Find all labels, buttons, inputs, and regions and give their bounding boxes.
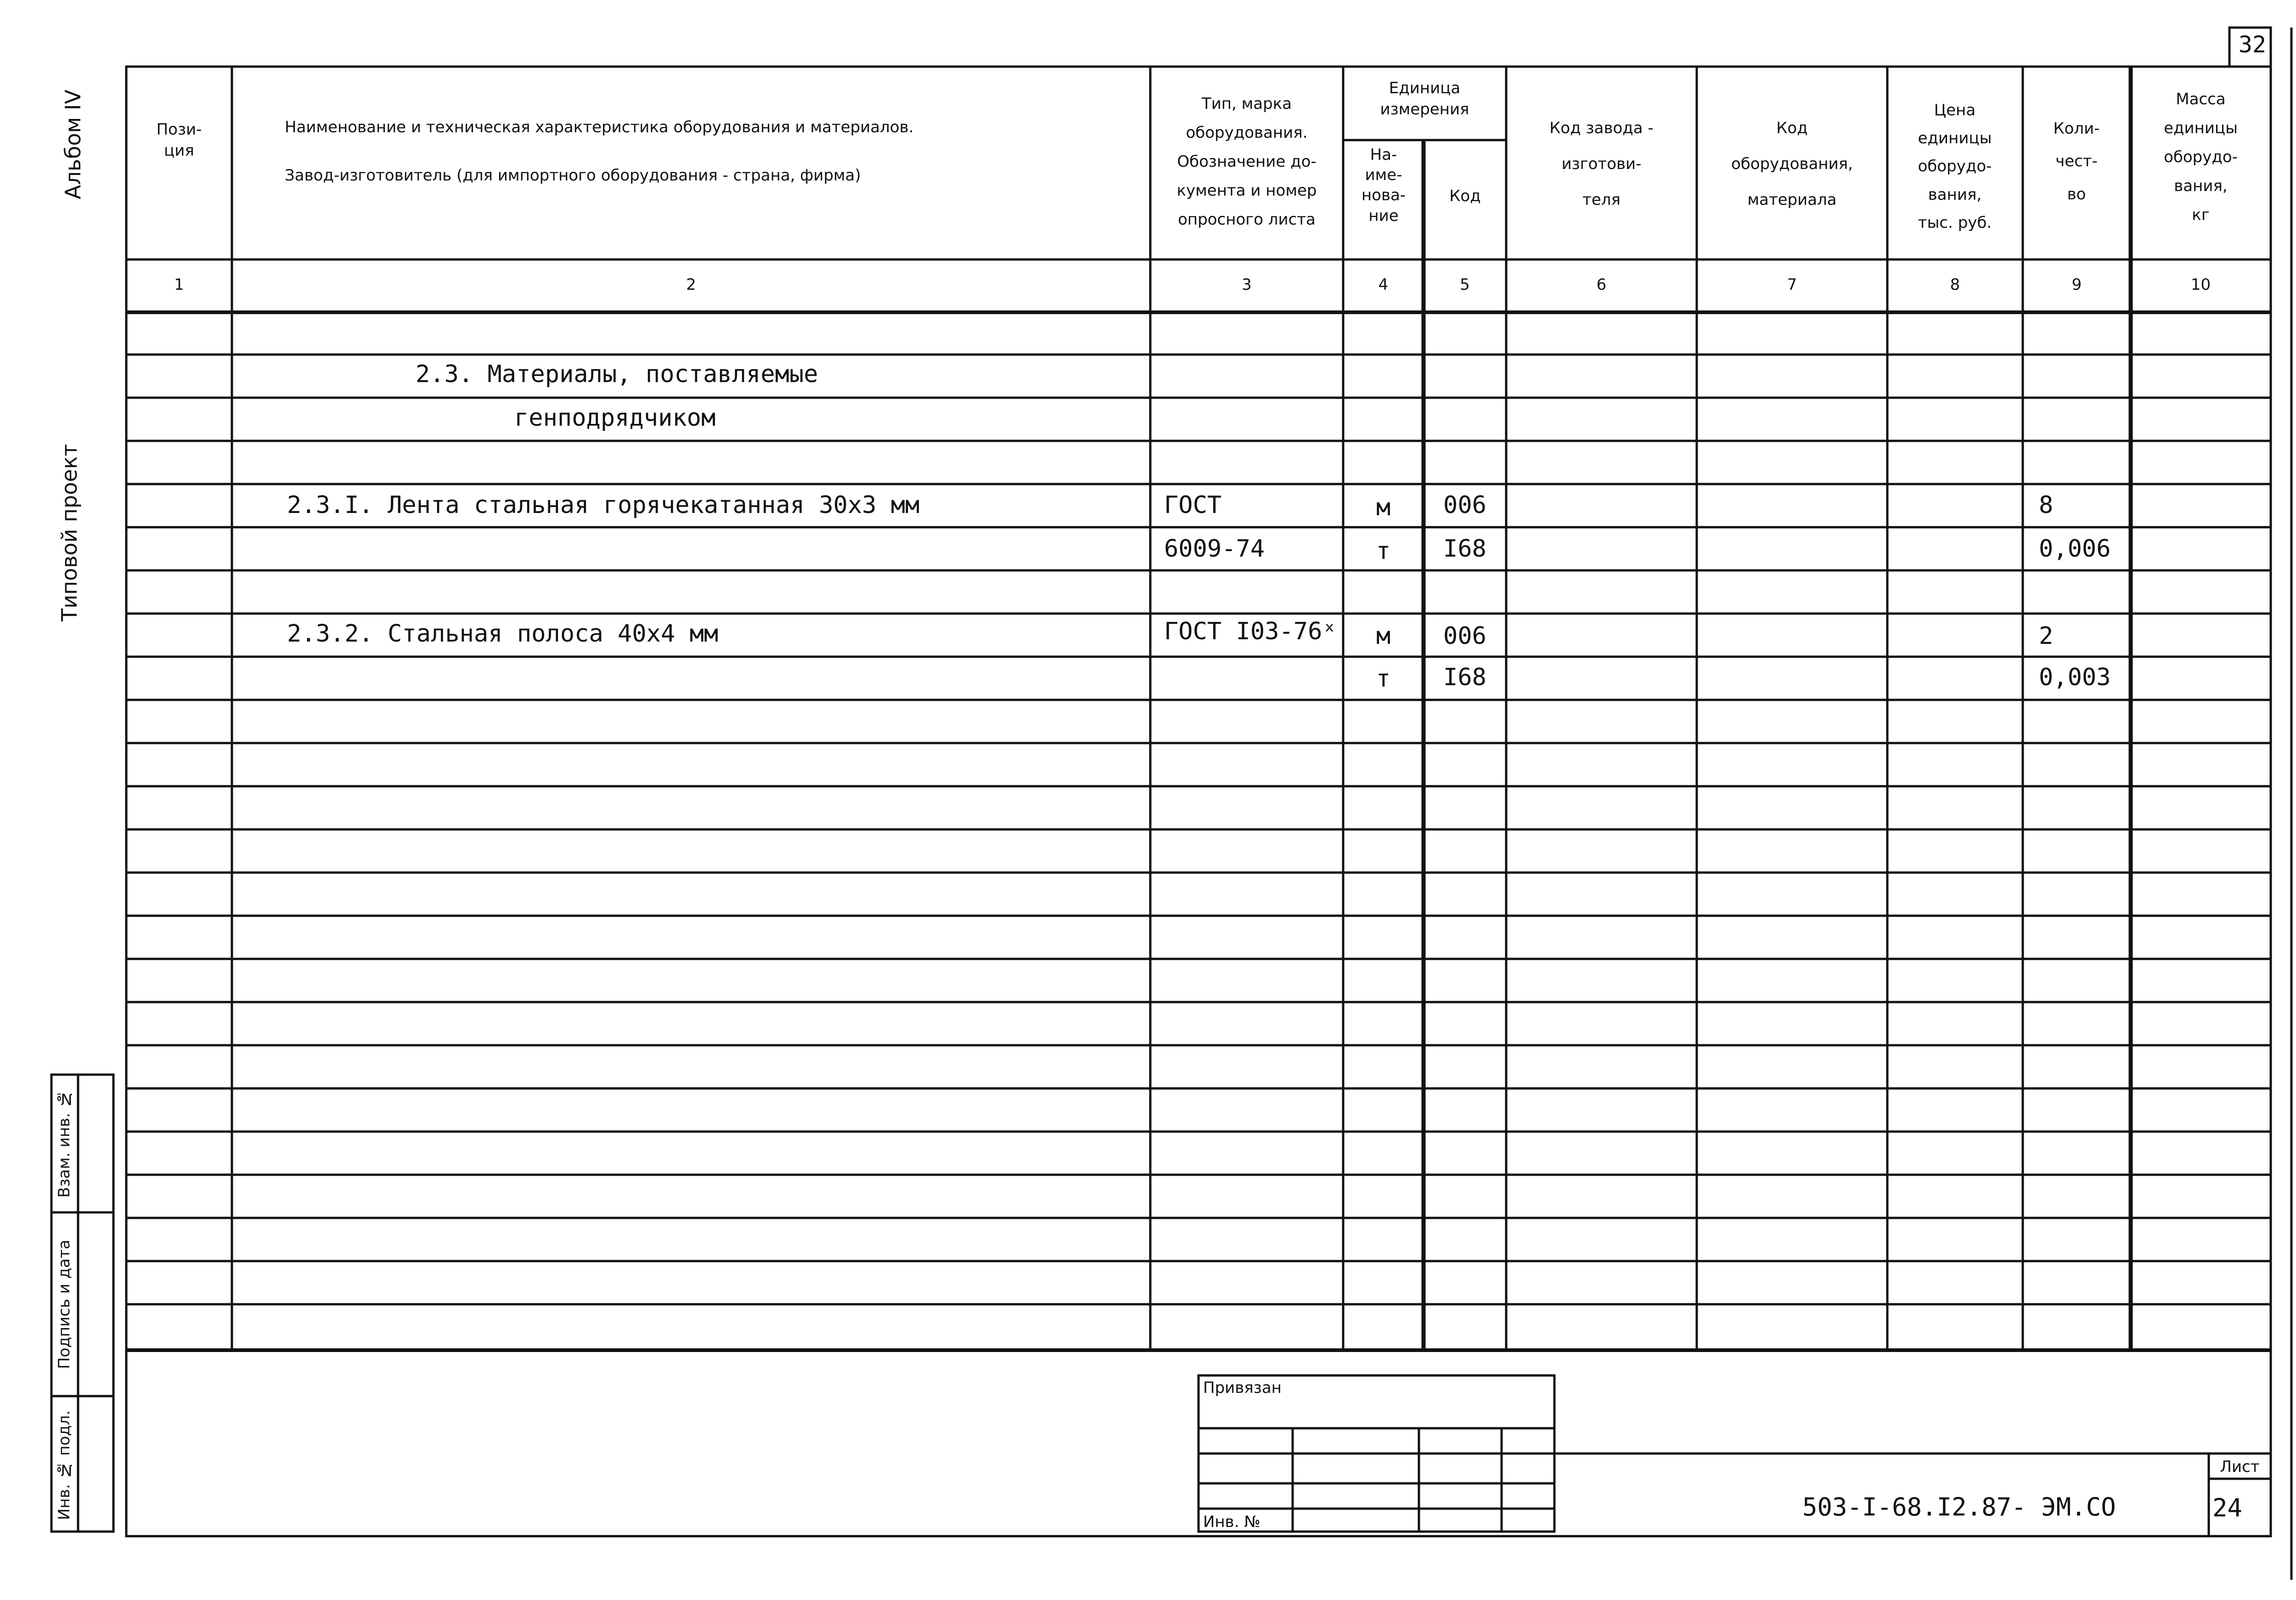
header-unit-name: На- име- нова- ние [1361, 146, 1406, 225]
header-equipment-code: Код оборудования, материала [1731, 119, 1853, 209]
header-factory-code: Код завода - изготови- теля [1549, 119, 1654, 209]
col-number: 1 [174, 276, 184, 294]
project-label: Типовой проект [57, 444, 82, 622]
header-mass: Масса единицы оборудо- вания, кг [2164, 90, 2238, 224]
table-row-qty: 0,006 [2039, 535, 2111, 563]
sheet-number-top: 32 [2238, 31, 2267, 58]
table-row-unit: м [1376, 622, 1391, 650]
table-row-code: 006 [1443, 491, 1486, 519]
privyazan-label: Привязан [1203, 1379, 1282, 1397]
sheet-value: 24 [2212, 1493, 2243, 1522]
header-type: Тип, марка оборудования. Обозначение до- кумента и номер опросного листа [1176, 95, 1317, 229]
table-row-name: 2.3.I. Лента стальная горячекатанная 30х3 мм [287, 491, 920, 519]
album-label: Альбом IV [61, 90, 85, 200]
header-price: Цена единицы оборудо- вания, тыс. руб. [1918, 101, 1992, 232]
col-number: 6 [1596, 276, 1607, 294]
col-number: 3 [1242, 276, 1252, 294]
col-number: 9 [2071, 276, 2082, 294]
header-unit-code: Код [1449, 187, 1481, 205]
header-position: Пози- ция [156, 120, 202, 160]
stamp-label-inv: Инв. № подл. [55, 1410, 73, 1520]
header-unit: Единица измерения [1380, 79, 1469, 118]
col-number: 5 [1460, 276, 1470, 294]
table-row-type: ГОСТ [1164, 491, 1222, 519]
table-row-unit: м [1376, 494, 1391, 521]
table-row-code: I68 [1443, 535, 1486, 563]
header-quantity: Коли- чест- во [2053, 119, 2100, 203]
stamp-label-podpis: Подпись и дата [55, 1239, 73, 1369]
document-code: 503-I-68.I2.87- ЭМ.СО [1802, 1493, 2116, 1521]
table-row-name: 2.3. Материалы, поставляемые [416, 361, 818, 388]
col-number: 7 [1787, 276, 1797, 294]
table-row-qty: 8 [2039, 491, 2054, 519]
col-number: 4 [1378, 276, 1389, 294]
table-row-name: 2.3.2. Стальная полоса 40х4 мм [287, 620, 719, 648]
table-row-name: генподрядчиком [514, 404, 716, 432]
table-row-type: 6009-74 [1164, 535, 1265, 563]
table-row-type: ГОСТ I03-76ˣ [1164, 618, 1337, 645]
table-row-qty: 0,003 [2039, 664, 2111, 691]
stamp-label-vzam: Взам. инв. № [55, 1089, 73, 1198]
header-name-b: Завод-изготовитель (для импортного оборудования - страна, фирма) [285, 166, 861, 185]
sheet-label: Лист [2220, 1458, 2260, 1476]
inv-number-label: Инв. № [1203, 1513, 1261, 1531]
table-row-unit: т [1376, 665, 1391, 693]
header-name-a: Наименование и техническая характеристика оборудования и материалов. [285, 118, 914, 136]
col-number: 10 [2190, 276, 2211, 294]
col-number: 8 [1950, 276, 1960, 294]
table-row-code: I68 [1443, 664, 1486, 691]
table-row-unit: т [1376, 537, 1391, 565]
col-number: 2 [686, 276, 696, 294]
table-row-qty: 2 [2039, 622, 2054, 650]
table-row-code: 006 [1443, 622, 1486, 650]
